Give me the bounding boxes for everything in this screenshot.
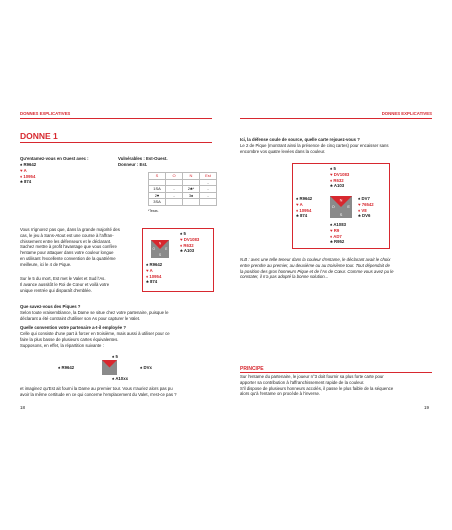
- text-line: alors qu'à l'entame on procède à l'inverse.: [240, 391, 321, 397]
- text-line: et imaginez qu'Est ait fourni la Dame au premier tour. Vous n'auriez alors pas pu: [20, 386, 173, 391]
- text-line: Sur l'entame du partenaire, le joueur n°3 doit fournir sa plus forte carte pour: [240, 374, 384, 379]
- text-line: Sur le 5 du mort, Est met le Valet et Sud l'As.: [20, 276, 106, 281]
- card-line: ♣ DV6: [358, 213, 371, 219]
- principle-text: [240, 374, 436, 397]
- deal-north-hand: [330, 166, 349, 189]
- text-line: Selon toute vraisemblance, la Dame se situe chez votre partenaire, puisque le: [20, 310, 169, 315]
- compass-icon: [151, 240, 169, 258]
- hand-hearts: ♥ A: [20, 167, 27, 173]
- card-line: ♦ V8: [358, 207, 367, 213]
- svg-text:E: E: [165, 246, 168, 251]
- card-line: ♠ A1083: [330, 222, 346, 227]
- text-line: Supposons, en effet, la répartition suivante :: [20, 342, 104, 348]
- card-line: ♣ A103: [330, 183, 345, 189]
- principle-heading: PRINCIPE: [240, 366, 264, 372]
- bid-cell: 2♥: [149, 192, 166, 199]
- text-line: en utilisant l'excellente convention de la quatrième: [20, 255, 116, 261]
- card-line: ♣ 874: [296, 213, 308, 219]
- bid-cell: 3♠: [183, 192, 200, 199]
- compass-icon: [330, 196, 352, 218]
- deal-east-hand: [358, 196, 374, 219]
- card-line: ♥ DV1083: [180, 236, 200, 242]
- dealer: Donneur : Est.: [118, 162, 148, 167]
- card-line: ♥ A: [296, 201, 303, 207]
- bid-cell: 3SA: [149, 199, 166, 206]
- hand-spades: ♠ R9642: [20, 162, 37, 167]
- paragraph-intro: [20, 227, 138, 268]
- compass-icon: [102, 360, 117, 375]
- bid-head-o: O: [166, 173, 183, 180]
- card-line: ♠ R9642: [146, 262, 163, 267]
- spade-east: ♠ DVx: [140, 365, 152, 370]
- text-line: la position des gros honneurs Pique et de l'As de Cœur. Comme vous avez pu le: [240, 268, 394, 274]
- bid-cell: -: [166, 192, 183, 199]
- question-defense: Ici, la défense coule de source, quelle carte rejouez-vous ?: [240, 137, 360, 142]
- text-line: Le 2 de Pique (montrant ainsi la présence de cinq cartes) pour encaisser sans: [240, 143, 389, 148]
- running-header-left: DONNES EXPLICATIVES: [20, 111, 71, 116]
- deal-north-hand: [180, 231, 199, 254]
- text-line: apporter sa contribution à l'affranchissement rapide de la couleur.: [240, 379, 365, 385]
- header-rule-left: [20, 118, 212, 119]
- bid-cell: [200, 199, 217, 206]
- paragraph-defense: [240, 143, 436, 155]
- bidding-row: [149, 199, 217, 206]
- bid-cell: 1SA: [149, 186, 166, 193]
- text-line: entre prendre au premier, au deuxième ou au troisième tour. Tout dépendait de: [240, 262, 390, 268]
- hand-clubs: ♣ 874: [20, 179, 32, 185]
- svg-text:N: N: [339, 198, 343, 203]
- spade-south: ♠ A10xx: [112, 376, 128, 381]
- svg-text:E: E: [347, 205, 350, 210]
- text-line: avoir la même certitude en ce qui concerne l'emplacement du Valet, n'est-ce pas ?: [20, 391, 177, 397]
- vulnerability: Vulnérables : Est-Ouest.: [118, 156, 168, 161]
- card-line: ♣ A103: [180, 248, 195, 254]
- text-line: N.B : avec une telle teneur dans la couleur d'entame, le déclarant avait le choix: [240, 257, 391, 262]
- text-line: chissement entre les défenseurs et le déclarant.: [20, 238, 112, 244]
- bid-cell: 2♣*: [183, 186, 200, 193]
- text-line: Sachez mettre à profit l'avantage que vous confère: [20, 244, 117, 250]
- bid-head-s: S: [149, 173, 166, 180]
- card-line: ♥ R9: [330, 227, 340, 233]
- text-line: Celle qui consiste d'une part à forcer en troisième, mais aussi à utiliser pour ce: [20, 331, 170, 336]
- bid-cell: -: [200, 179, 217, 186]
- question-convention: Quelle convention votre partenaire a-t-il employée ?: [20, 325, 127, 330]
- question-opening-lead: Qu'entamez-vous en Ouest avec :: [20, 156, 89, 161]
- card-line: ♠ DV7: [358, 196, 370, 201]
- deal-west-hand: [296, 196, 312, 219]
- card-line: ♦ AD7: [330, 233, 342, 239]
- header-rule-right: [240, 118, 432, 119]
- card-line: ♥ A: [146, 267, 153, 273]
- text-line: unique rentrée qui disparaît d'emblée.: [20, 287, 93, 293]
- bid-head-est: Est: [200, 173, 217, 180]
- bid-cell: -: [200, 186, 217, 193]
- card-line: ♠ 5: [330, 166, 336, 171]
- text-line: meilleure, ici le 4 de Pique.: [20, 261, 72, 267]
- text-line: l'entame pour attaquer dans votre couleur longue: [20, 250, 114, 256]
- running-header-right: DONNES EXPLICATIVES: [381, 111, 432, 116]
- text-line: constater, il n'a pas adopté la bonne solution...: [240, 274, 329, 280]
- text-line: S'il dispose de plusieurs honneurs accolés, il passe le plus faible de la séquence: [240, 385, 394, 391]
- card-line: ♦ 10954: [146, 273, 162, 279]
- bid-cell: [183, 199, 200, 206]
- card-line: ♦ R632: [180, 242, 194, 248]
- spade-west: ♠ R9642: [58, 365, 75, 370]
- text-line: Vous n'ignorez pas que, dans la grande majorité des: [20, 227, 120, 232]
- bid-cell: -: [166, 186, 183, 193]
- svg-text:O: O: [152, 246, 155, 251]
- nb-note: [240, 257, 436, 280]
- bidding-table: [148, 172, 217, 206]
- bid-head-n: N: [183, 173, 200, 180]
- svg-text:S: S: [339, 212, 343, 217]
- paragraph-spades: [20, 310, 216, 322]
- bid-cell: [166, 199, 183, 206]
- text-line: encombre vos quatre levées dans la couleur.: [240, 148, 326, 154]
- svg-text:O: O: [331, 205, 335, 210]
- svg-text:S: S: [158, 253, 162, 258]
- card-line: ♦ R632: [330, 177, 344, 183]
- hand-diamonds: ♦ 10954: [20, 173, 36, 179]
- paragraph-play: [20, 276, 138, 293]
- card-line: ♣ R952: [330, 239, 345, 245]
- card-line: ♦ 10954: [296, 207, 312, 213]
- card-line: ♠ 5: [180, 231, 186, 236]
- paragraph-convention: [20, 331, 216, 348]
- bid-cell: -: [200, 192, 217, 199]
- principle-rule: [240, 372, 432, 373]
- text-line: faire la plus basse de plusieurs cartes équivalentes.: [20, 336, 119, 342]
- text-line: cas, le jeu à Sans-Atout est une course à l'affran-: [20, 232, 114, 238]
- title-rule: [20, 142, 212, 143]
- text-line: Il avance aussitôt le Roi de Cœur et voilà votre: [20, 281, 110, 287]
- deal-south-hand: [330, 222, 346, 245]
- card-line: ♥ 76542: [358, 201, 374, 207]
- deal-title: DONNE 1: [20, 131, 58, 141]
- svg-text:N: N: [158, 241, 162, 246]
- card-line: ♥ DV1083: [330, 171, 350, 177]
- page-number-left: 18: [20, 405, 26, 410]
- spade-north: ♠ 5: [112, 354, 118, 359]
- west-hand: [20, 162, 36, 185]
- bidding-footnote: *Texas.: [148, 209, 159, 213]
- right-page: [226, 0, 452, 530]
- page-number-right: 19: [424, 405, 430, 410]
- deal-west-hand: [146, 262, 162, 285]
- card-line: ♣ 874: [146, 279, 158, 285]
- card-line: ♠ R9642: [296, 196, 313, 201]
- paragraph-conclusion: [20, 386, 216, 398]
- question-spades: Que savez-vous des Piques ?: [20, 304, 81, 309]
- text-line: déclarant a été contraint d'utiliser son As pour capturer le Valet.: [20, 315, 141, 321]
